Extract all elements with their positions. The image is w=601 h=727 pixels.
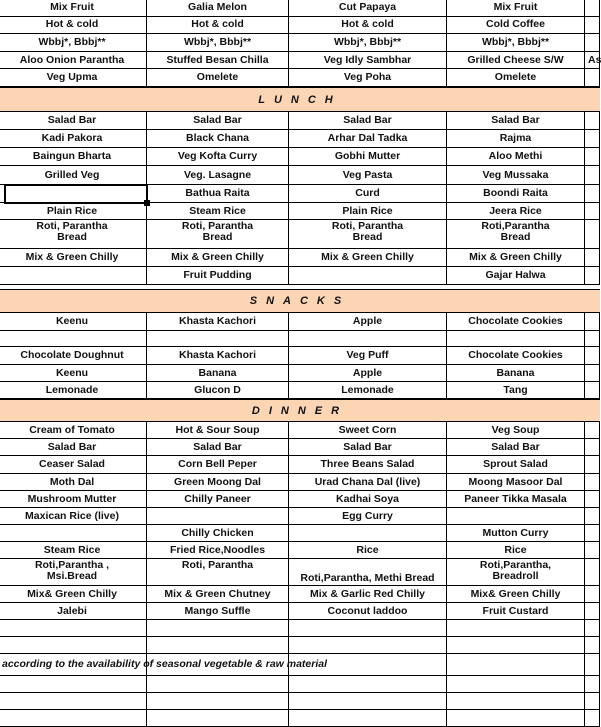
footer-note: according to the availability of seasonal vegetable & raw material bbox=[2, 658, 328, 670]
lunch-cell[interactable] bbox=[0, 267, 147, 285]
dinner-cell-extra[interactable] bbox=[585, 491, 600, 508]
snacks-cell-extra[interactable] bbox=[585, 331, 600, 347]
lunch-cell[interactable]: Arhar Dal Tadka bbox=[289, 130, 447, 148]
dinner-cell-extra[interactable] bbox=[585, 525, 600, 542]
dinner-cell-extra[interactable] bbox=[585, 439, 600, 456]
breakfast-cell[interactable]: Aloo Onion Parantha bbox=[0, 52, 147, 70]
empty-cell-extra[interactable] bbox=[585, 710, 600, 727]
dinner-cell[interactable]: Salad Bar bbox=[0, 439, 147, 456]
lunch-cell[interactable]: Jeera Rice bbox=[447, 203, 585, 220]
lunch-cell[interactable]: Roti, Parantha Bread bbox=[289, 220, 447, 249]
dinner-cell[interactable]: Urad Chana Dal (live) bbox=[289, 474, 447, 491]
snacks-cell[interactable] bbox=[147, 331, 289, 347]
snacks-cell[interactable]: Banana bbox=[447, 365, 585, 382]
empty-cell[interactable] bbox=[289, 637, 447, 654]
dinner-cell[interactable]: Fruit Custard bbox=[447, 603, 585, 620]
empty-cell[interactable] bbox=[147, 620, 289, 637]
snacks-cell[interactable]: Tang bbox=[447, 382, 585, 399]
dinner-cell[interactable]: Sprout Salad bbox=[447, 456, 585, 474]
dinner-cell[interactable] bbox=[147, 508, 289, 525]
snacks-cell[interactable] bbox=[447, 331, 585, 347]
lunch-cell-extra[interactable] bbox=[585, 130, 600, 148]
empty-cell-extra[interactable] bbox=[585, 637, 600, 654]
dinner-cell[interactable]: Salad Bar bbox=[147, 439, 289, 456]
breakfast-cell-extra[interactable] bbox=[585, 0, 600, 17]
lunch-cell[interactable]: Mix & Green Chilly bbox=[447, 249, 585, 267]
dinner-cell[interactable]: Roti,Parantha, Breadroll bbox=[447, 559, 585, 586]
empty-cell-extra[interactable] bbox=[585, 654, 600, 676]
lunch-cell[interactable]: Veg Mussaka bbox=[447, 166, 585, 185]
breakfast-cell[interactable]: Hot & cold bbox=[289, 17, 447, 35]
lunch-cell[interactable]: Steam Rice bbox=[147, 203, 289, 220]
dinner-cell-extra[interactable] bbox=[585, 422, 600, 439]
snacks-cell[interactable]: Keenu bbox=[0, 313, 147, 331]
breakfast-cell[interactable]: Wbbj*, Bbbj** bbox=[289, 34, 447, 52]
empty-cell[interactable] bbox=[447, 654, 585, 676]
snacks-cell[interactable] bbox=[289, 331, 447, 347]
snacks-cell[interactable]: Keenu bbox=[0, 365, 147, 382]
breakfast-cell[interactable]: Veg Idly Sambhar bbox=[289, 52, 447, 70]
lunch-cell[interactable]: Mix & Green Chilly bbox=[289, 249, 447, 267]
snacks-cell[interactable]: Lemonade bbox=[289, 382, 447, 399]
breakfast-cell[interactable]: Omelete bbox=[447, 69, 585, 87]
empty-cell[interactable] bbox=[147, 710, 289, 727]
snacks-cell[interactable]: Apple bbox=[289, 313, 447, 331]
empty-cell-extra[interactable] bbox=[585, 620, 600, 637]
breakfast-cell[interactable]: Wbbj*, Bbbj** bbox=[0, 34, 147, 52]
snacks-cell[interactable]: Banana bbox=[147, 365, 289, 382]
empty-cell[interactable] bbox=[289, 620, 447, 637]
dinner-cell[interactable] bbox=[0, 525, 147, 542]
dinner-cell[interactable]: Steam Rice bbox=[0, 542, 147, 559]
lunch-cell-extra[interactable] bbox=[585, 267, 600, 285]
dinner-cell[interactable]: Roti, Parantha bbox=[147, 559, 289, 586]
lunch-cell[interactable]: Curd bbox=[289, 185, 447, 203]
lunch-cell[interactable]: Salad Bar bbox=[0, 112, 147, 130]
breakfast-cell-extra[interactable] bbox=[585, 69, 600, 87]
lunch-cell[interactable]: Bathua Raita bbox=[147, 185, 289, 203]
lunch-cell-extra[interactable] bbox=[585, 203, 600, 220]
lunch-cell[interactable]: Grilled Veg bbox=[0, 166, 147, 185]
empty-cell-extra[interactable] bbox=[585, 676, 600, 693]
empty-cell[interactable] bbox=[289, 710, 447, 727]
snacks-cell[interactable]: Chocolate Cookies bbox=[447, 347, 585, 365]
dinner-cell[interactable]: Sweet Corn bbox=[289, 422, 447, 439]
lunch-cell[interactable]: Roti, Parantha Bread bbox=[0, 220, 147, 249]
lunch-cell[interactable]: Baingun Bharta bbox=[0, 148, 147, 166]
empty-cell[interactable] bbox=[0, 620, 147, 637]
empty-cell[interactable] bbox=[0, 693, 147, 710]
snacks-cell[interactable]: Chocolate Cookies bbox=[447, 313, 585, 331]
breakfast-cell[interactable]: Veg Upma bbox=[0, 69, 147, 87]
snacks-cell[interactable]: Khasta Kachori bbox=[147, 313, 289, 331]
empty-cell[interactable] bbox=[447, 620, 585, 637]
lunch-cell[interactable]: Plain Rice bbox=[0, 203, 147, 220]
snacks-cell[interactable] bbox=[0, 331, 147, 347]
empty-cell[interactable] bbox=[147, 693, 289, 710]
dinner-cell[interactable]: Coconut laddoo bbox=[289, 603, 447, 620]
breakfast-cell[interactable]: Stuffed Besan Chilla bbox=[147, 52, 289, 70]
snacks-cell-extra[interactable] bbox=[585, 365, 600, 382]
breakfast-cell[interactable]: Mix Fruit bbox=[0, 0, 147, 17]
breakfast-cell[interactable]: Omelete bbox=[147, 69, 289, 87]
dinner-cell[interactable]: Hot & Sour Soup bbox=[147, 422, 289, 439]
breakfast-cell[interactable]: Mix Fruit bbox=[447, 0, 585, 17]
breakfast-cell[interactable]: Veg Poha bbox=[289, 69, 447, 87]
breakfast-cell[interactable]: Cut Papaya bbox=[289, 0, 447, 17]
section-snacks: SNACKS bbox=[0, 289, 600, 313]
dinner-cell[interactable]: Paneer Tikka Masala bbox=[447, 491, 585, 508]
dinner-cell[interactable]: Ceaser Salad bbox=[0, 456, 147, 474]
dinner-cell[interactable]: Three Beans Salad bbox=[289, 456, 447, 474]
empty-cell[interactable] bbox=[289, 693, 447, 710]
lunch-cell[interactable]: Salad Bar bbox=[289, 112, 447, 130]
empty-cell[interactable] bbox=[147, 637, 289, 654]
lunch-cell[interactable]: Black Chana bbox=[147, 130, 289, 148]
breakfast-cell-extra[interactable] bbox=[585, 17, 600, 35]
empty-cell[interactable] bbox=[0, 710, 147, 727]
empty-cell[interactable] bbox=[0, 637, 147, 654]
fill-handle[interactable] bbox=[144, 200, 150, 206]
dinner-cell[interactable] bbox=[447, 508, 585, 525]
snacks-cell[interactable]: Lemonade bbox=[0, 382, 147, 399]
section-lunch: LUNCH bbox=[0, 87, 600, 112]
dinner-cell[interactable]: Mix & Garlic Red Chilly bbox=[289, 586, 447, 603]
empty-cell-extra[interactable] bbox=[585, 693, 600, 710]
dinner-cell[interactable]: Salad Bar bbox=[289, 439, 447, 456]
lunch-cell[interactable]: Gajar Halwa bbox=[447, 267, 585, 285]
empty-cell[interactable] bbox=[447, 637, 585, 654]
lunch-cell[interactable] bbox=[289, 267, 447, 285]
lunch-cell[interactable]: Veg. Lasagne bbox=[147, 166, 289, 185]
lunch-cell[interactable]: Roti, Parantha Bread bbox=[147, 220, 289, 249]
section-dinner: DINNER bbox=[0, 399, 600, 422]
breakfast-cell[interactable]: Wbbj*, Bbbj** bbox=[447, 34, 585, 52]
lunch-cell[interactable]: Mix & Green Chilly bbox=[0, 249, 147, 267]
dinner-cell[interactable] bbox=[289, 525, 447, 542]
breakfast-cell[interactable]: Wbbj*, Bbbj** bbox=[147, 34, 289, 52]
lunch-cell[interactable]: Veg Pasta bbox=[289, 166, 447, 185]
empty-cell[interactable] bbox=[147, 676, 289, 693]
dinner-cell[interactable]: Mix& Green Chilly bbox=[0, 586, 147, 603]
dinner-cell[interactable]: Mango Suffle bbox=[147, 603, 289, 620]
breakfast-cell[interactable]: Cold Coffee bbox=[447, 17, 585, 35]
lunch-cell-extra[interactable] bbox=[585, 249, 600, 267]
lunch-cell[interactable]: Salad Bar bbox=[147, 112, 289, 130]
lunch-cell[interactable]: Rajma bbox=[447, 130, 585, 148]
dinner-cell-extra[interactable] bbox=[585, 456, 600, 474]
snacks-cell[interactable]: Chocolate Doughnut bbox=[0, 347, 147, 365]
dinner-cell[interactable]: Mushroom Mutter bbox=[0, 491, 147, 508]
empty-cell[interactable] bbox=[289, 676, 447, 693]
dinner-cell[interactable]: Chilly Chicken bbox=[147, 525, 289, 542]
empty-cell[interactable] bbox=[447, 676, 585, 693]
dinner-cell-extra[interactable] bbox=[585, 474, 600, 491]
snacks-cell[interactable]: Apple bbox=[289, 365, 447, 382]
breakfast-cell[interactable]: Galia Melon bbox=[147, 0, 289, 17]
breakfast-cell[interactable]: Hot & cold bbox=[0, 17, 147, 35]
snacks-cell-extra[interactable] bbox=[585, 382, 600, 399]
empty-cell[interactable] bbox=[447, 693, 585, 710]
dinner-cell[interactable]: Cream of Tomato bbox=[0, 422, 147, 439]
snacks-cell[interactable]: Khasta Kachori bbox=[147, 347, 289, 365]
dinner-cell[interactable]: Moong Masoor Dal bbox=[447, 474, 585, 491]
breakfast-overflow-text: As bbox=[588, 54, 601, 67]
snacks-cell[interactable]: Glucon D bbox=[147, 382, 289, 399]
lunch-cell[interactable]: Fruit Pudding bbox=[147, 267, 289, 285]
dinner-cell[interactable]: Mix& Green Chilly bbox=[447, 586, 585, 603]
lunch-cell[interactable]: Veg Kofta Curry bbox=[147, 148, 289, 166]
breakfast-cell-extra[interactable] bbox=[585, 34, 600, 52]
dinner-cell[interactable]: Mix & Green Chutney bbox=[147, 586, 289, 603]
lunch-cell-extra[interactable] bbox=[585, 166, 600, 185]
lunch-cell[interactable]: Salad Bar bbox=[447, 112, 585, 130]
snacks-cell[interactable]: Veg Puff bbox=[289, 347, 447, 365]
lunch-cell[interactable]: Boondi Raita bbox=[447, 185, 585, 203]
snacks-cell-extra[interactable] bbox=[585, 313, 600, 331]
lunch-cell-extra[interactable] bbox=[585, 148, 600, 166]
snacks-cell-extra[interactable] bbox=[585, 347, 600, 365]
empty-cell[interactable] bbox=[0, 676, 147, 693]
dinner-cell[interactable]: Rice bbox=[289, 542, 447, 559]
lunch-cell[interactable]: Aloo Methi bbox=[447, 148, 585, 166]
dinner-cell[interactable]: Kadhai Soya bbox=[289, 491, 447, 508]
dinner-cell-extra[interactable] bbox=[585, 559, 600, 586]
dinner-cell[interactable]: Roti,Parantha , Msi.Bread bbox=[0, 559, 147, 586]
dinner-cell[interactable]: Egg Curry bbox=[289, 508, 447, 525]
dinner-cell[interactable]: Corn Bell Peper bbox=[147, 456, 289, 474]
dinner-cell[interactable]: Maxican Rice (live) bbox=[0, 508, 147, 525]
breakfast-cell[interactable]: Grilled Cheese S/W bbox=[447, 52, 585, 70]
dinner-cell[interactable]: Moth Dal bbox=[0, 474, 147, 491]
dinner-cell[interactable]: Chilly Paneer bbox=[147, 491, 289, 508]
dinner-cell[interactable]: Mutton Curry bbox=[447, 525, 585, 542]
dinner-cell[interactable]: Fried Rice,Noodles bbox=[147, 542, 289, 559]
dinner-cell-extra[interactable] bbox=[585, 508, 600, 525]
lunch-cell[interactable]: Plain Rice bbox=[289, 203, 447, 220]
lunch-cell-extra[interactable] bbox=[585, 220, 600, 249]
dinner-cell-extra[interactable] bbox=[585, 542, 600, 559]
dinner-cell-extra[interactable] bbox=[585, 603, 600, 620]
dinner-cell[interactable]: Salad Bar bbox=[447, 439, 585, 456]
dinner-cell[interactable]: Veg Soup bbox=[447, 422, 585, 439]
breakfast-cell[interactable]: Hot & cold bbox=[147, 17, 289, 35]
dinner-cell-extra[interactable] bbox=[585, 586, 600, 603]
lunch-cell[interactable]: Gobhi Mutter bbox=[289, 148, 447, 166]
dinner-cell[interactable]: Rice bbox=[447, 542, 585, 559]
empty-cell[interactable] bbox=[447, 710, 585, 727]
dinner-cell[interactable]: Roti,Parantha, Methi Bread bbox=[289, 559, 447, 586]
lunch-cell-extra[interactable] bbox=[585, 112, 600, 130]
dinner-cell[interactable]: Jalebi bbox=[0, 603, 147, 620]
lunch-cell[interactable]: Roti,Parantha Bread bbox=[447, 220, 585, 249]
lunch-cell-extra[interactable] bbox=[585, 185, 600, 203]
dinner-cell[interactable]: Green Moong Dal bbox=[147, 474, 289, 491]
lunch-cell[interactable]: Mix & Green Chilly bbox=[147, 249, 289, 267]
selected-cell-cursor[interactable] bbox=[4, 184, 148, 204]
lunch-cell[interactable]: Kadi Pakora bbox=[0, 130, 147, 148]
